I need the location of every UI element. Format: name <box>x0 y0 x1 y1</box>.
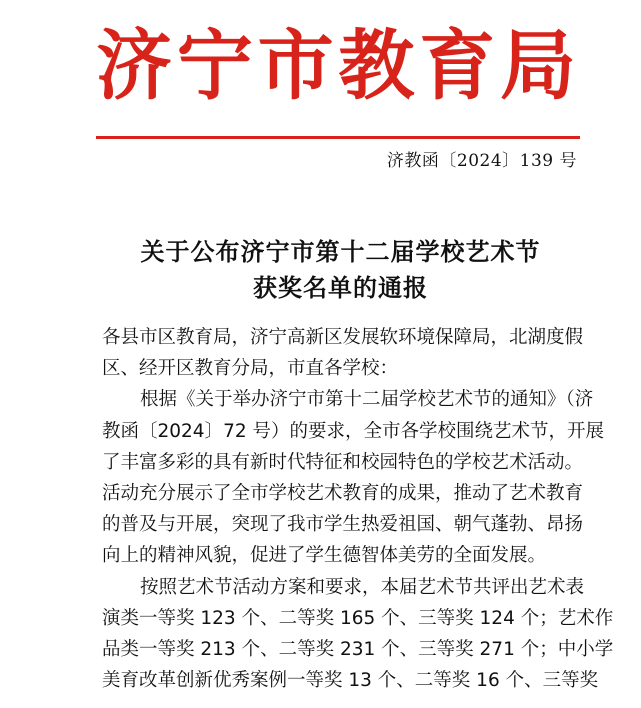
masthead-char: 教 <box>338 21 415 110</box>
masthead-char: 宁 <box>176 21 253 110</box>
masthead-char: 育 <box>419 21 496 110</box>
body-line: 美育改革创新优秀案例一等奖 13 个、二等奖 16 个、三等奖 <box>102 670 599 692</box>
masthead-char: 济 <box>96 21 172 110</box>
body-line: 的普及与开展，突现了我市学生热爱祖国、朝气蓬勃、昂扬 <box>102 514 584 536</box>
body-line: 向上的精神风貌，促进了学生德智体美劳的全面发展。 <box>102 545 547 567</box>
body-line: 按照艺术节活动方案和要求，本届艺术节共评出艺术表 <box>140 576 585 598</box>
body-line: 各县市区教育局，济宁高新区发展软环境保障局，北湖度假 <box>102 327 584 348</box>
body-line: 区、经开区教育分局，市直各学校： <box>102 358 399 380</box>
body-line: 了丰富多彩的具有新时代特征和校园特色的学校艺术活动。 <box>102 451 584 473</box>
body-line: 教函〔2024〕72 号）的要求，全市各学校围绕艺术节，开展 <box>102 420 605 442</box>
body-line: 演类一等奖 123 个、二等奖 165 个、三等奖 124 个；艺术作 <box>102 607 614 629</box>
issuing-authority-masthead <box>96 16 576 116</box>
masthead-char: 市 <box>257 21 334 110</box>
masthead-char: 局 <box>499 21 576 110</box>
red-divider-line <box>96 136 580 139</box>
body-line: 活动充分展示了全市学校艺术教育的成果，推动了艺术教育 <box>102 482 584 504</box>
body-line: 品类一等奖 213 个、二等奖 231 个、三等奖 271 个；中小学 <box>102 638 614 660</box>
body-line: 根据《关于举办济宁市第十二届学校艺术节的通知》（济 <box>140 389 594 411</box>
document-title-line-2: 获奖名单的通报 <box>253 274 428 302</box>
document-number: 济教函〔2024〕139 号 <box>386 151 577 171</box>
document-title-line-1: 关于公布济宁市第十二届学校艺术节 <box>140 238 541 266</box>
document-body <box>102 322 614 696</box>
